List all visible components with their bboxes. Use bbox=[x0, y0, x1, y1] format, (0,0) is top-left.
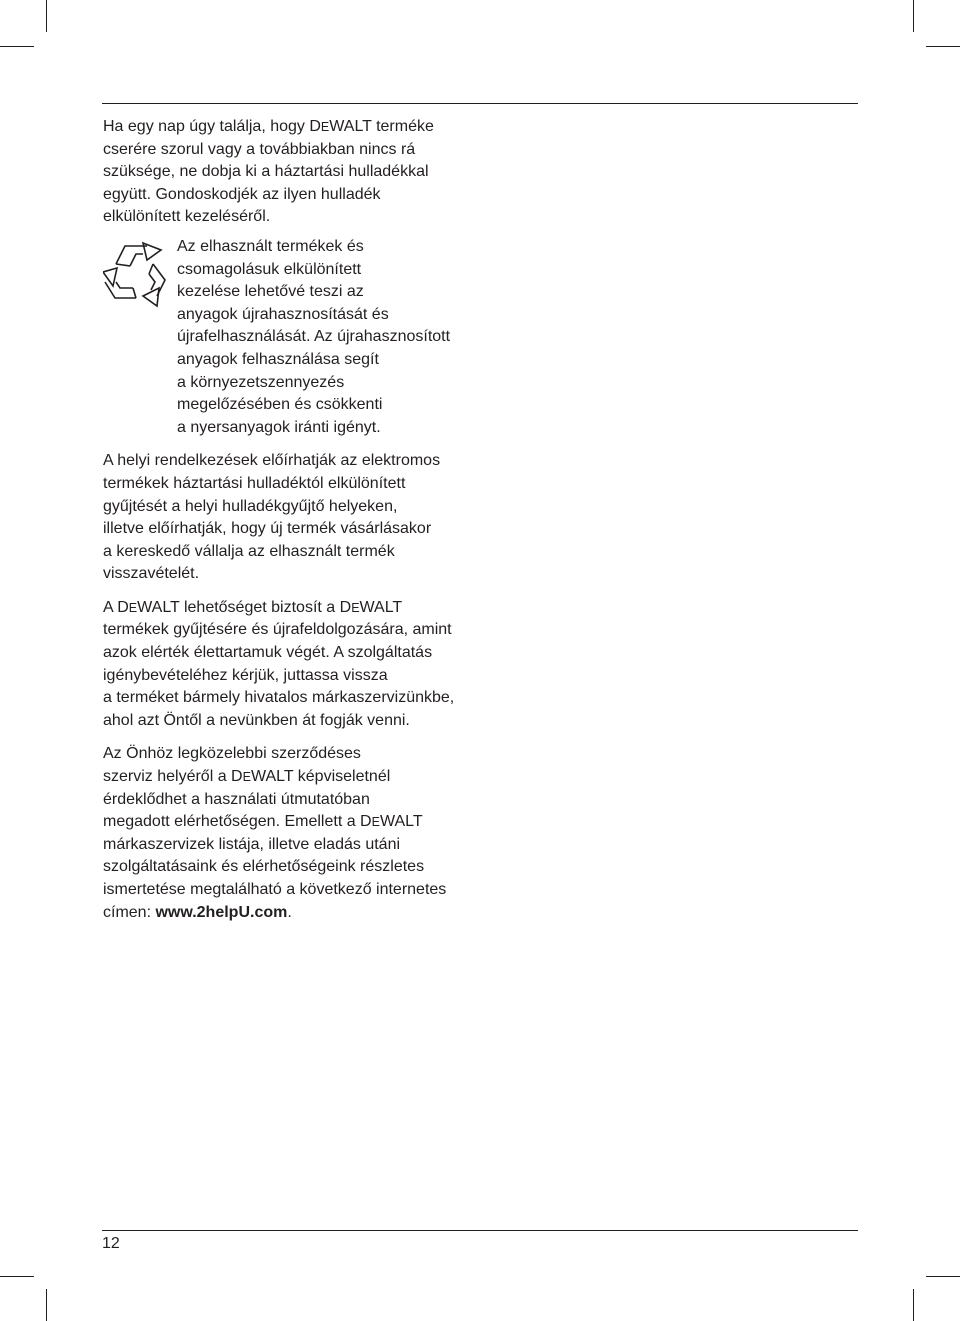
crop-mark bbox=[46, 1289, 47, 1321]
page-number: 12 bbox=[102, 1235, 120, 1252]
crop-mark bbox=[0, 46, 34, 47]
brand-name: DEWALT bbox=[339, 598, 403, 616]
crop-mark bbox=[46, 0, 47, 32]
recycle-section bbox=[103, 236, 483, 439]
brand-name: DEWALT bbox=[309, 118, 372, 135]
crop-mark bbox=[926, 1276, 960, 1277]
collection-paragraph: A DEWALT lehetőséget biztosít a DEWALT termékek gyűjtésére és újrafeldolgozására, amint azok elérték élettartamuk végét. A szolgáltatás igénybevételéhez kérjük, juttassa vissza a terméket bármely hivatalos márkaszervizünkbe, ahol azt Öntől a nevünkben át fogják venni. bbox=[103, 598, 455, 729]
local-regulations-paragraph: A helyi rendelkezések előírhatják az elektromos termékek háztartási hulladéktól elkülönített gyűjtését a helyi hulladékgyűjtő helyeken, illetve előírhatják, hogy új termék vásárlásakor a kereskedő vállalja az elhasznált termék visszavételét. bbox=[103, 452, 441, 583]
header-rule bbox=[102, 103, 858, 104]
website-link[interactable]: www.2helpU.com bbox=[155, 903, 288, 921]
disposal-paragraph: Ha egy nap úgy találja, hogy DEWALT terméke cserére szorul vagy a továbbiakban nincs rá szüksége, ne dobja ki a háztartási hulladékkal együtt. Gondoskodjék az ilyen hulladék elkülönített kezeléséről. bbox=[103, 118, 434, 226]
service-paragraph: Az Önhöz legközelebbi szerződéses szerviz helyéről a DEWALT képviseletnél érdeklődhet a használati útmutatóban megadott elérhetőségen. Emellett a DEWALT márkaszervizek listája, illetve eladás utáni szolgáltatásaink és elérhetőségeink részletes ismertetése megtalálható a következő internetes címen: www.2helpU.com. bbox=[103, 745, 447, 921]
crop-mark bbox=[913, 1289, 914, 1321]
crop-mark bbox=[0, 1276, 34, 1277]
brand-name: DEWALT bbox=[360, 813, 423, 831]
brand-name: DEWALT bbox=[231, 768, 294, 786]
footer-rule bbox=[102, 1230, 858, 1231]
brand-name: DEWALT bbox=[117, 598, 180, 616]
crop-mark bbox=[913, 0, 914, 32]
recycle-text: Az elhasznált termékek és csomagolásuk elkülönített kezelése lehetővé teszi az anyagok újrahasznosítását és újrafelhasználását. Az újrahasznosított anyagok felhasználása segít a környezetszennyezés megelőzésében és csökkenti a nyersanyagok iránti igényt. bbox=[177, 237, 451, 436]
page-content bbox=[103, 116, 483, 924]
crop-mark bbox=[926, 46, 960, 47]
recycle-icon bbox=[103, 242, 173, 308]
